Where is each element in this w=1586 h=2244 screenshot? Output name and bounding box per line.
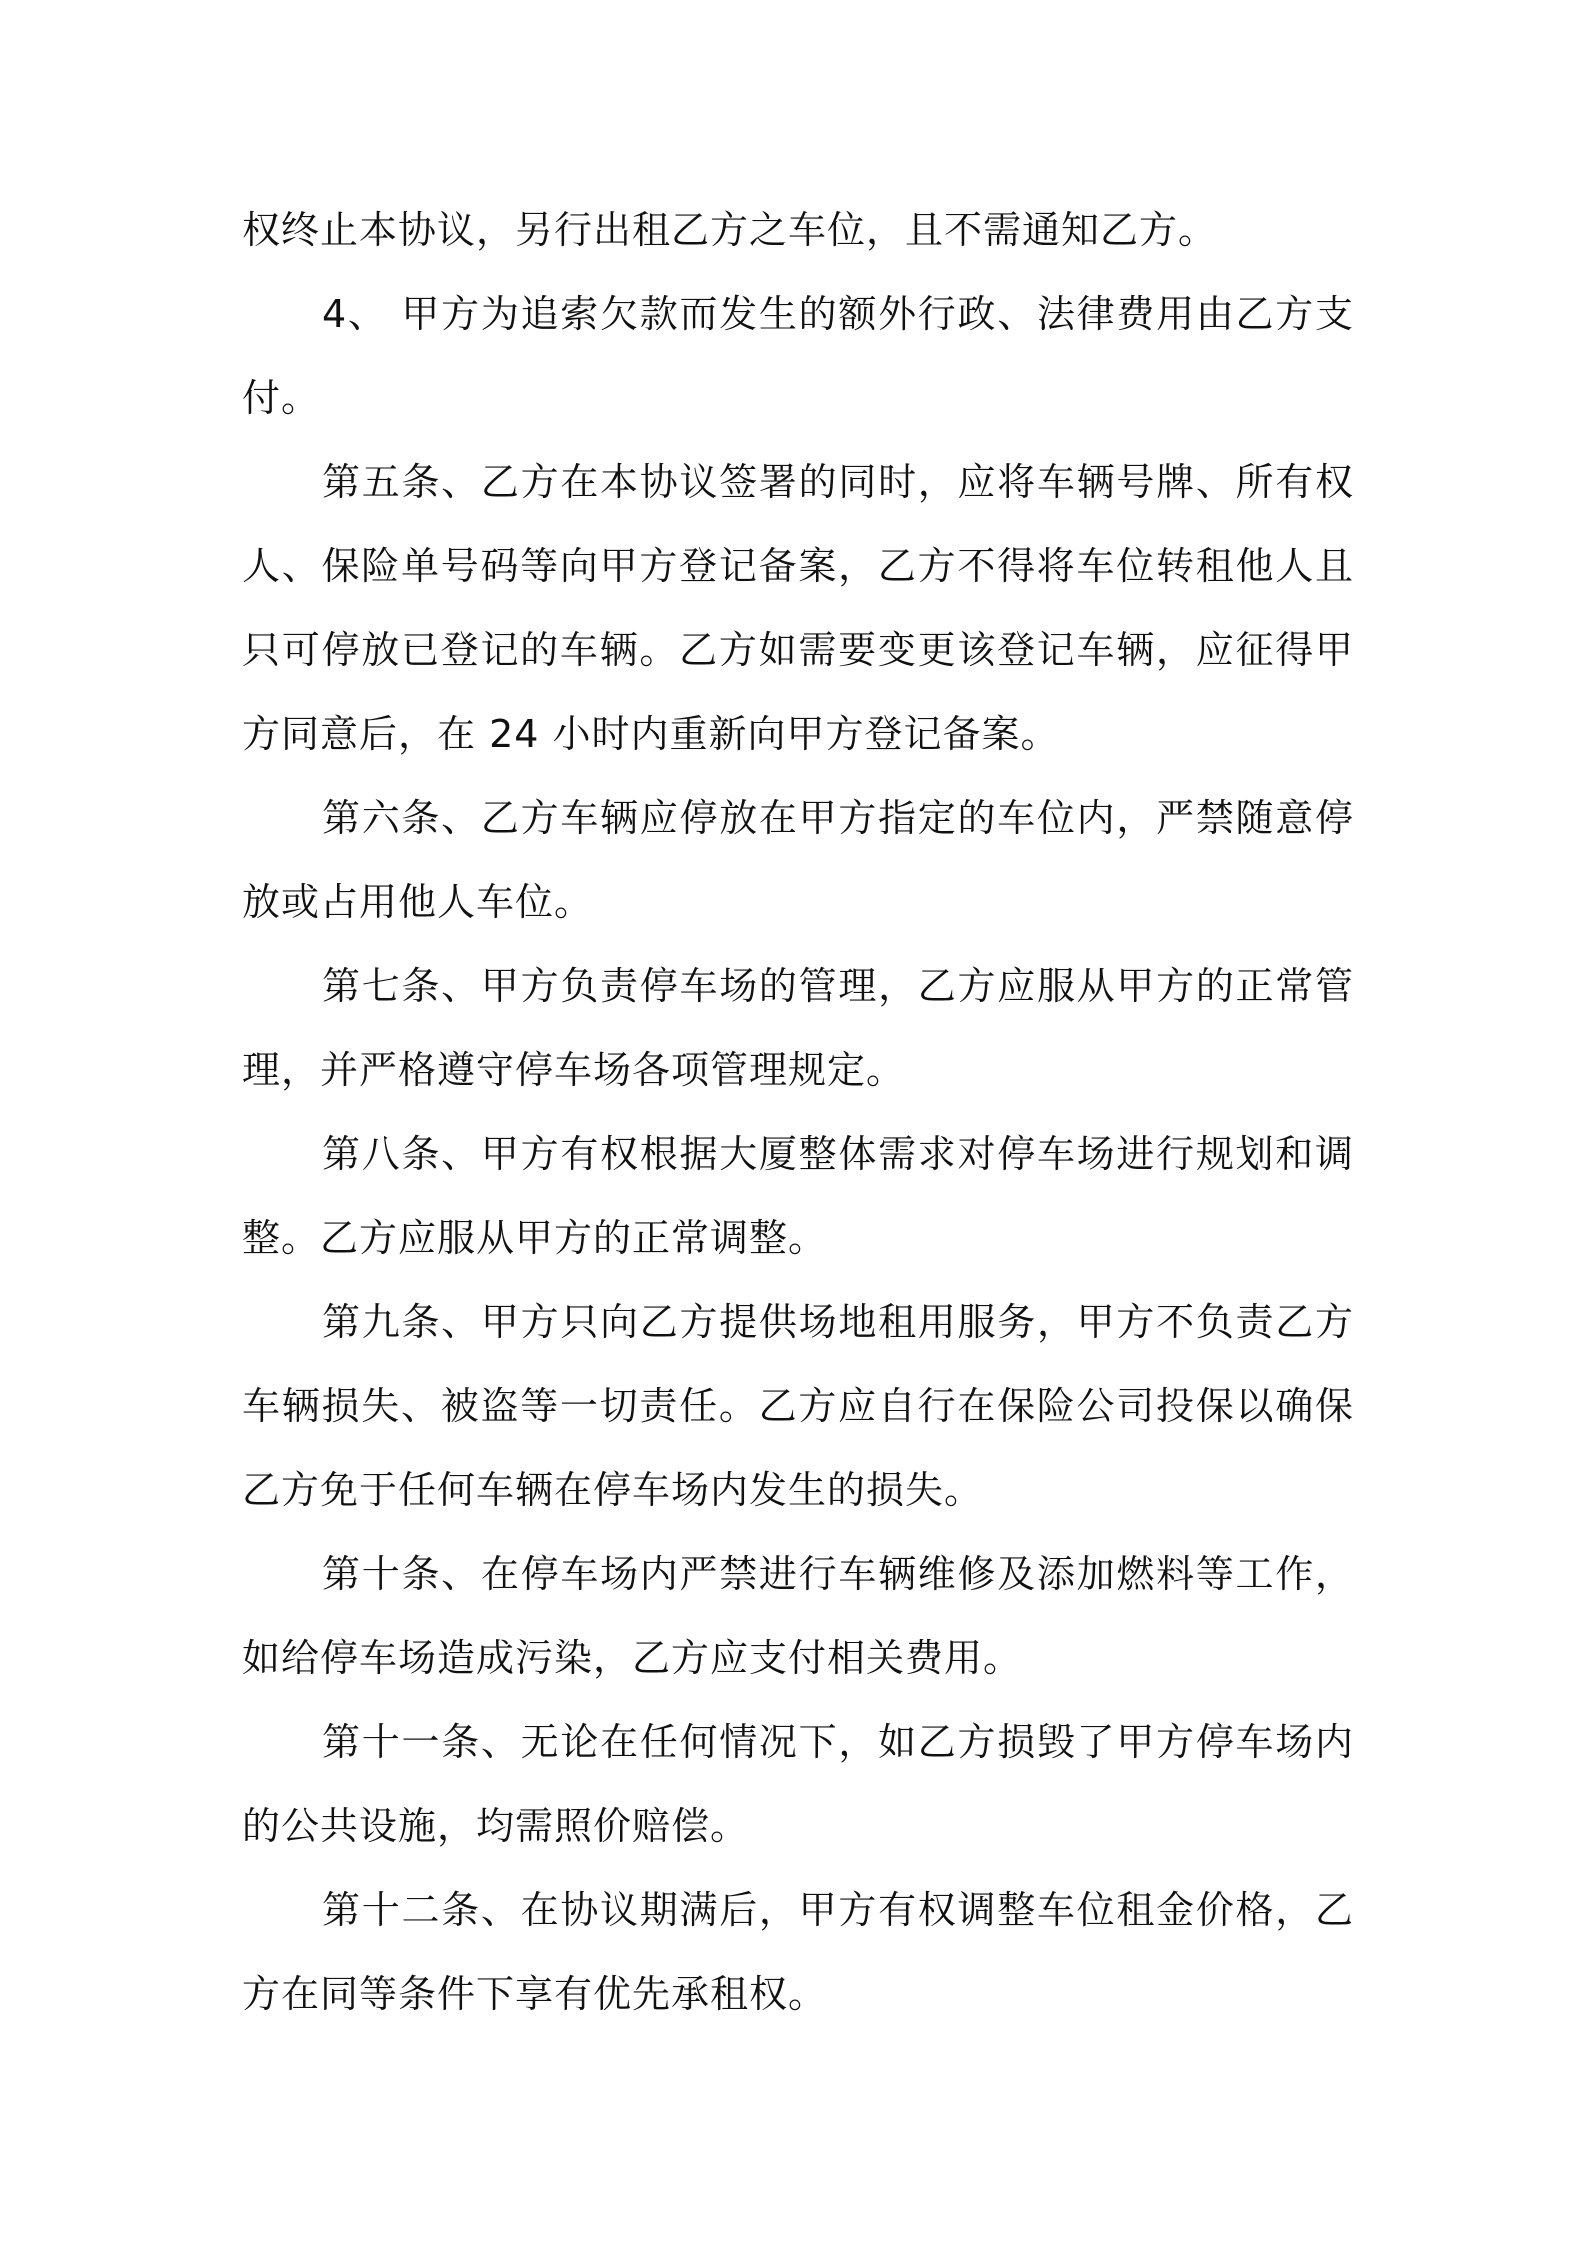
paragraph-article-11: 第十一条、无论在任何情况下，如乙方损毁了甲方停车场内的公共设施，均需照价赔偿。 xyxy=(242,1720,1354,1848)
document-body xyxy=(242,188,1354,2036)
paragraph-continuation: 权终止本协议，另行出租乙方之车位，且不需通知乙方。 xyxy=(242,208,1218,252)
paragraph-article-5: 第五条、乙方在本协议签署的同时，应将车辆号牌、所有权人、保险单号码等向甲方登记备案，乙方不得将车位转租他人且只可停放已登记的车辆。乙方如需要变更该登记车辆，应征得甲方同意后，在 24 小时内重新向甲方登记备案。 xyxy=(242,460,1354,756)
paragraph-clause-4: 4、 甲方为追索欠款而发生的额外行政、法律费用由乙方支付。 xyxy=(242,292,1354,420)
paragraph-article-7: 第七条、甲方负责停车场的管理，乙方应服从甲方的正常管理，并严格遵守停车场各项管理规定。 xyxy=(242,964,1354,1092)
paragraph-article-10: 第十条、在停车场内严禁进行车辆维修及添加燃料等工作，如给停车场造成污染，乙方应支付相关费用。 xyxy=(242,1552,1354,1680)
paragraph-article-8: 第八条、甲方有权根据大厦整体需求对停车场进行规划和调整。乙方应服从甲方的正常调整。 xyxy=(242,1132,1354,1260)
paragraph-article-12: 第十二条、在协议期满后，甲方有权调整车位租金价格，乙方在同等条件下享有优先承租权。 xyxy=(242,1888,1354,2016)
paragraph-article-9: 第九条、甲方只向乙方提供场地租用服务，甲方不负责乙方车辆损失、被盗等一切责任。乙方应自行在保险公司投保以确保乙方免于任何车辆在停车场内发生的损失。 xyxy=(242,1300,1354,1512)
paragraph-article-6: 第六条、乙方车辆应停放在甲方指定的车位内，严禁随意停放或占用他人车位。 xyxy=(242,796,1354,924)
